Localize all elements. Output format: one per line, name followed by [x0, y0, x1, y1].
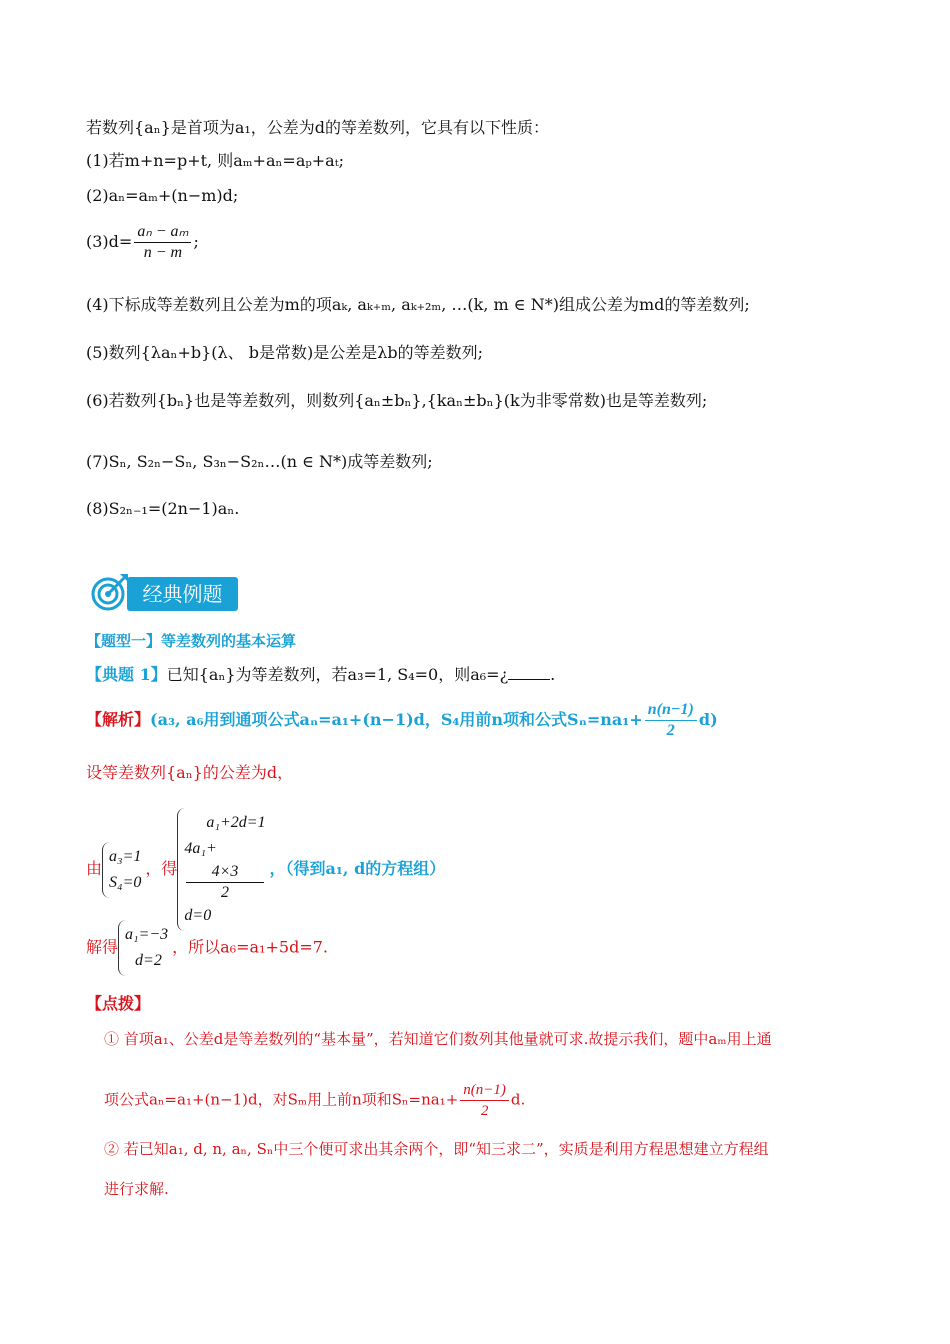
example-end: . — [550, 665, 556, 684]
fraction-denominator: n − m — [143, 244, 183, 261]
step-2-de: ，得 — [145, 859, 178, 878]
tip-1-suffix: d. — [510, 1090, 526, 1109]
analysis-fraction — [645, 700, 697, 741]
tip-2-line-2: 进行求解. — [104, 1180, 169, 1198]
fraction-denominator: 2 — [220, 884, 229, 901]
system-eq-3: a₁+2d=1 — [206, 814, 266, 831]
property-3-fraction — [134, 222, 191, 263]
example-text: 已知{aₙ}为等差数列，若a₃=1, S₄=0，则a₆=¿ — [166, 665, 509, 684]
analysis-label: 【解析】 — [86, 710, 151, 729]
fraction-numerator: n(n−1) — [460, 1080, 509, 1101]
intro-text: 若数列{aₙ}是首项为a₁，公差为d的等差数列，它具有以下性质： — [86, 118, 550, 137]
property-3-suffix: ; — [193, 232, 199, 251]
solution-step-2 — [86, 808, 445, 931]
property-8: (8)S₂ₙ₋₁=(2n−1)aₙ. — [86, 499, 240, 518]
step-3-suffix: ，所以a₆=a₁+5d=7. — [172, 937, 328, 957]
system-eq-1: a₃=1 — [109, 847, 142, 865]
solution-eq-2: d=2 — [135, 952, 162, 969]
eq-4-fraction — [186, 862, 263, 903]
answer-blank[interactable] — [508, 679, 550, 680]
property-2: (2)aₙ=aₘ+(n−m)d; — [86, 186, 239, 205]
solution-eq-1: a₁=−3 — [125, 926, 169, 943]
property-7: (7)Sₙ, S₂ₙ−Sₙ, S₃ₙ−S₂ₙ…(n ∈ N*)成等差数列; — [86, 452, 433, 471]
property-3-prefix: (3)d= — [86, 232, 133, 251]
eq-4-prefix: 4a₁+ — [184, 840, 217, 857]
tip-2-line-1: ② 若已知a₁, d, n, aₙ, Sₙ中三个便可求出其余两个，即“知三求二”，实质是利用方程思想建立方程组 — [104, 1140, 769, 1158]
type-title: 【题型一】等差数列的基本运算 — [86, 632, 297, 650]
analysis-line — [86, 700, 718, 741]
example-line — [86, 664, 555, 686]
tip-1-line-2 — [104, 1080, 525, 1121]
system-eq-4 — [184, 836, 265, 929]
example-label: 【典题 1】 — [86, 665, 167, 684]
tip-1-fraction — [460, 1080, 509, 1121]
tip-1-line-1: ① 首项a₁、公差d是等差数列的“基本量”，若知道它们数列其他量就可求.故提示我们，题中aₘ用上通 — [104, 1030, 772, 1048]
fraction-denominator: 2 — [480, 1103, 489, 1119]
tip-1-prefix: 项公式aₙ=a₁+(n−1)d，对Sₘ用上前n项和Sₙ=na₁+ — [104, 1090, 459, 1109]
derived-system — [177, 808, 269, 931]
tips-label: 【点拨】 — [86, 994, 151, 1013]
solution-step-3 — [86, 920, 328, 976]
step-2-note: ，（得到a₁, d的方程组） — [269, 859, 446, 878]
analysis-suffix: d) — [698, 710, 718, 729]
section-badge: 经典例题 — [127, 577, 238, 611]
fraction-numerator: n(n−1) — [645, 700, 697, 721]
fraction-denominator: 2 — [666, 722, 675, 739]
analysis-prefix: (a₃, a₆用到通项公式aₙ=a₁+(n−1)d，S₄用前n项和公式Sₙ=na₁+ — [150, 710, 643, 729]
step-3-prefix: 解得 — [86, 937, 119, 957]
solution-step-1: 设等差数列{aₙ}的公差为d， — [86, 763, 294, 782]
property-4: (4)下标成等差数列且公差为m的项aₖ, aₖ₊ₘ, aₖ₊₂ₘ, …(k, m ∈ N*)组成公差为md的等差数列; — [86, 295, 750, 314]
solution-system — [118, 920, 172, 976]
target-icon — [90, 572, 130, 612]
fraction-numerator: 4×3 — [186, 862, 263, 883]
property-5: (5)数列{λaₙ+b}(λ、 b是常数)是公差是λb的等差数列; — [86, 343, 484, 362]
step-2-you: 由 — [86, 859, 103, 878]
property-1: (1)若m+n=p+t, 则aₘ+aₙ=aₚ+aₜ; — [86, 151, 345, 170]
given-system — [102, 842, 145, 898]
property-3 — [86, 222, 199, 263]
eq-4-suffix: d=0 — [184, 907, 212, 924]
fraction-numerator: aₙ − aₘ — [134, 222, 191, 243]
property-6: (6)若数列{bₙ}也是等差数列，则数列{aₙ±bₙ},{kaₙ±bₙ}(k为非零常数)也是等差数列; — [86, 391, 708, 410]
system-eq-2: S₄=0 — [109, 873, 142, 891]
